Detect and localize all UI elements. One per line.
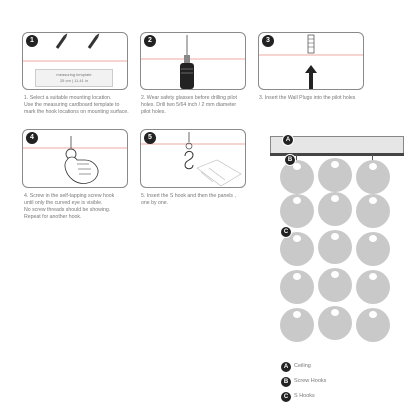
hanging-panel [280,160,314,194]
hanging-panel [356,232,390,266]
legend [280,360,400,405]
wall-plug-icon [308,35,314,53]
step-2-text: 2. Wear safety glasses before drilling pilot holes. Drill two 5/64 inch / 2 mm diameter pilot holes. [141,95,237,115]
screw-hook-icon [66,136,76,159]
marker-b-screw-hooks: B [284,154,296,166]
step-3-text: 3. Insert the Wall Plugs into the pilot holes [259,95,356,101]
marker-a-ceiling: A [282,134,294,146]
pencil-icon [56,33,69,49]
step-4-number: 4 [26,132,38,144]
hanging-panel [280,270,314,304]
step-5-illustration [141,130,245,187]
legend-label: Ceiling [294,363,311,369]
step-3-illustration [259,33,363,89]
hanging-panel [356,160,390,194]
hand-icon [65,157,98,183]
step-2-number: 2 [144,35,156,47]
hanging-panel [318,268,352,302]
step-2-illustration [141,33,245,89]
template-measurement: 25 cm | 11.41 in [59,78,89,83]
step-4-text: 4. Screw in the self-tapping screw hook until only the curved eye is visible. No screw threads should be showing. Repeat for another hook. [24,193,115,220]
step-5-number: 5 [144,132,156,144]
hanging-panel [318,158,352,192]
hanging-panel [318,306,352,340]
legend-marker: C [280,391,292,403]
pencil-icon [88,33,101,49]
step-4-illustration [23,130,127,187]
arrow-up-icon [305,65,317,89]
legend-item-ceiling [280,360,400,375]
step-1-text: 1. Select a suitable mounting location. Use the measuring cardboard template to mark the hook locations on mounting surface. [24,95,129,115]
hanging-panel [318,230,352,264]
legend-marker: A [280,361,292,373]
legend-label: Screw Hooks [294,378,327,384]
step-3-number: 3 [262,35,274,47]
hanging-panel [356,270,390,304]
legend-item-screw-hooks [280,375,400,390]
drill-icon [180,35,194,89]
template-title: measuring template [56,72,92,77]
s-hook-icon [185,132,193,169]
hanging-panel [280,308,314,342]
legend-marker: B [280,376,292,388]
measuring-template [35,69,113,87]
step-5-text: 5. Insert the S hook and then the panels , one by one. [141,193,236,206]
hanging-panel [356,308,390,342]
panel-outline-icon [197,160,241,186]
legend-item-s-hooks [280,390,400,405]
hanging-panel [280,194,314,228]
step-1-number: 1 [26,35,38,47]
legend-label: S Hooks [294,393,315,399]
hanging-panel [356,194,390,228]
hanging-panel [318,192,352,226]
marker-c-s-hooks: C [280,226,292,238]
